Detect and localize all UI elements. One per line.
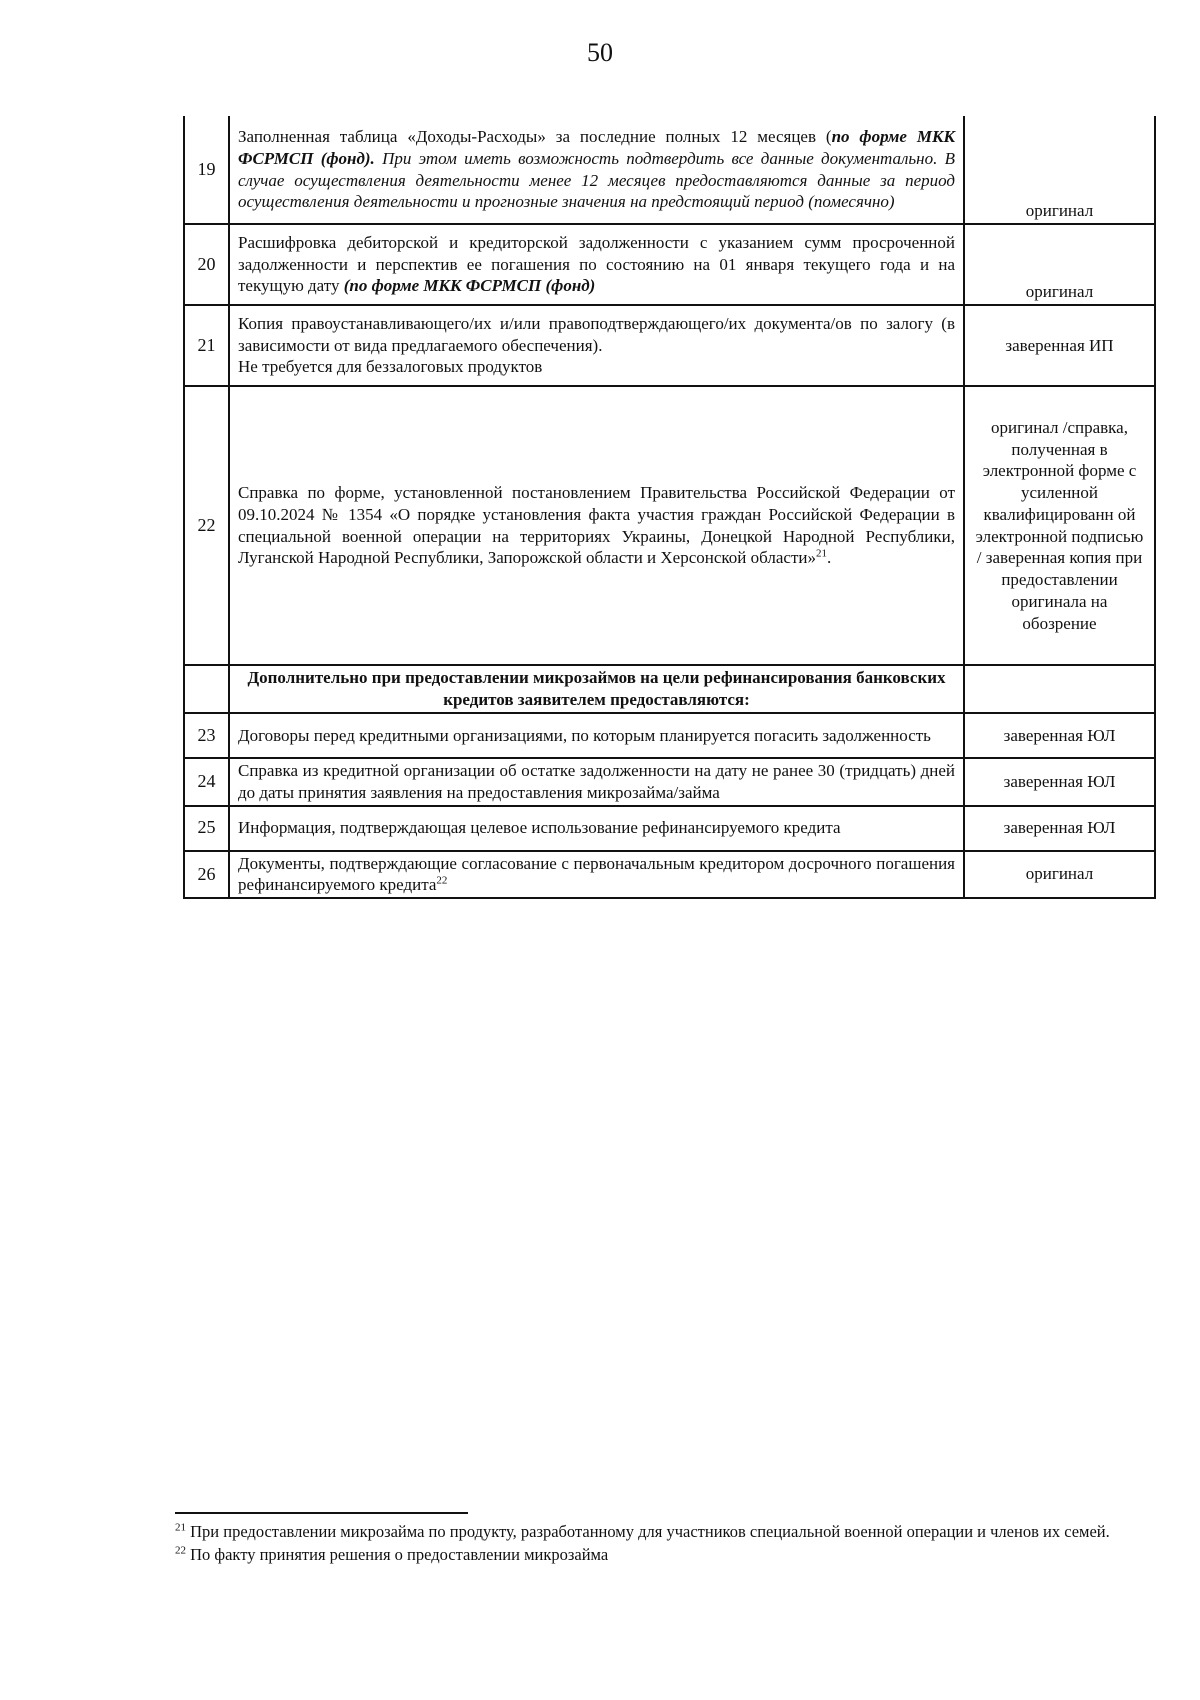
row-number: 21: [184, 305, 229, 386]
description-text: Справка по форме, установленной постановлением Правительства Российской Федерации от 09.10.2024 № 1354 «О порядке установления факта участия граждан Российской Федерации в специальной военной операции на территориях Украины, Донецкой Народной Республики, Луганской Народной Республики, Запорожской области и Херсонской области»: [238, 483, 955, 568]
document-description: [229, 116, 964, 224]
document-form: заверенная ЮЛ: [964, 758, 1155, 806]
row-number: 26: [184, 851, 229, 899]
footnotes: [175, 1520, 1165, 1567]
document-form: заверенная ЮЛ: [964, 806, 1155, 851]
documents-table: [183, 116, 1156, 899]
footnote: [175, 1520, 1165, 1543]
description-text: Расшифровка дебиторской и кредиторской задолженности с указанием сумм просроченной задолженности и перспектив ее погашения по состоянию на 01 января текущего года и на текущую дату: [238, 232, 955, 296]
description-text: Копия правоустанавливающего/их и/или правоподтверждающего/их документа/ов по залогу (в зависимости от вида предлагаемого обеспечения).: [238, 313, 955, 355]
footnote-marker: 21: [175, 1521, 186, 1534]
document-description: [229, 386, 964, 665]
document-form: заверенная ИП: [964, 305, 1155, 386]
table-row: [184, 713, 1155, 758]
row-number: 19: [184, 116, 229, 224]
description-end: .: [826, 548, 832, 568]
description-text: Документы, подтверждающие согласование с первоначальным кредитором досрочного погашения рефинансируемого кредита: [238, 853, 955, 895]
footnote-ref: 21: [815, 547, 827, 560]
document-description: Справка из кредитной организации об остатке задолженности на дату не ранее 30 (тридцать) дней до даты принятия заявления на предоставления микрозайма/займа: [229, 758, 964, 806]
table-row: [184, 116, 1155, 224]
row-number: 25: [184, 806, 229, 851]
table-row: [184, 806, 1155, 851]
description-text: Заполненная таблица «Доходы-Расходы» за последние полных 12 месяцев (: [238, 127, 832, 146]
document-form: оригинал: [964, 116, 1155, 224]
row-number: 23: [184, 713, 229, 758]
document-form: оригинал: [964, 851, 1155, 899]
table-row: [184, 386, 1155, 665]
row-number: 20: [184, 224, 229, 305]
document-form: оригинал: [964, 224, 1155, 305]
form-reference: по форме МКК ФСРМСП (фонд).: [238, 127, 955, 168]
document-description: [229, 305, 964, 386]
table-row: [184, 851, 1155, 899]
description-note: При этом иметь возможность подтвердить все данные документально. В случае осуществления деятельности менее 12 месяцев предоставляются данные за период осуществления деятельности и прогнозные значения на предстоящий период (помесячно): [238, 148, 955, 212]
footnote-ref: 22: [436, 874, 448, 887]
document-description: [229, 224, 964, 305]
document-description: Договоры перед кредитными организациями, по которым планируется погасить задолженность: [229, 713, 964, 758]
description-note: Не требуется для беззалоговых продуктов: [238, 357, 543, 377]
form-reference: (по форме МКК ФСРМСП (фонд): [343, 276, 596, 296]
footnote: [175, 1543, 1165, 1566]
table-row: [184, 758, 1155, 806]
footnote-text: По факту принятия решения о предоставлении микрозайма: [186, 1545, 609, 1565]
section-row: [184, 665, 1155, 713]
footnote-marker: 22: [175, 1544, 186, 1557]
section-heading: Дополнительно при предоставлении микрозаймов на цели рефинансирования банковских кредитов заявителем предоставляются:: [229, 665, 964, 713]
document-description: [229, 851, 964, 899]
document-form: оригинал /справка, полученная в электронной форме с усиленной квалифицированн ой электронной подписью / заверенная копия при предоставлении оригинала на обозрение: [964, 386, 1155, 665]
row-number: 22: [184, 386, 229, 665]
row-number: 24: [184, 758, 229, 806]
table-row: [184, 305, 1155, 386]
footnote-separator: [175, 1512, 468, 1514]
document-description: Информация, подтверждающая целевое использование рефинансируемого кредита: [229, 806, 964, 851]
document-form: заверенная ЮЛ: [964, 713, 1155, 758]
table-row: [184, 224, 1155, 305]
page-number: 50: [587, 38, 613, 67]
footnote-text: При предоставлении микрозайма по продукту, разработанному для участников специальной военной операции и членов их семей.: [186, 1522, 1110, 1541]
